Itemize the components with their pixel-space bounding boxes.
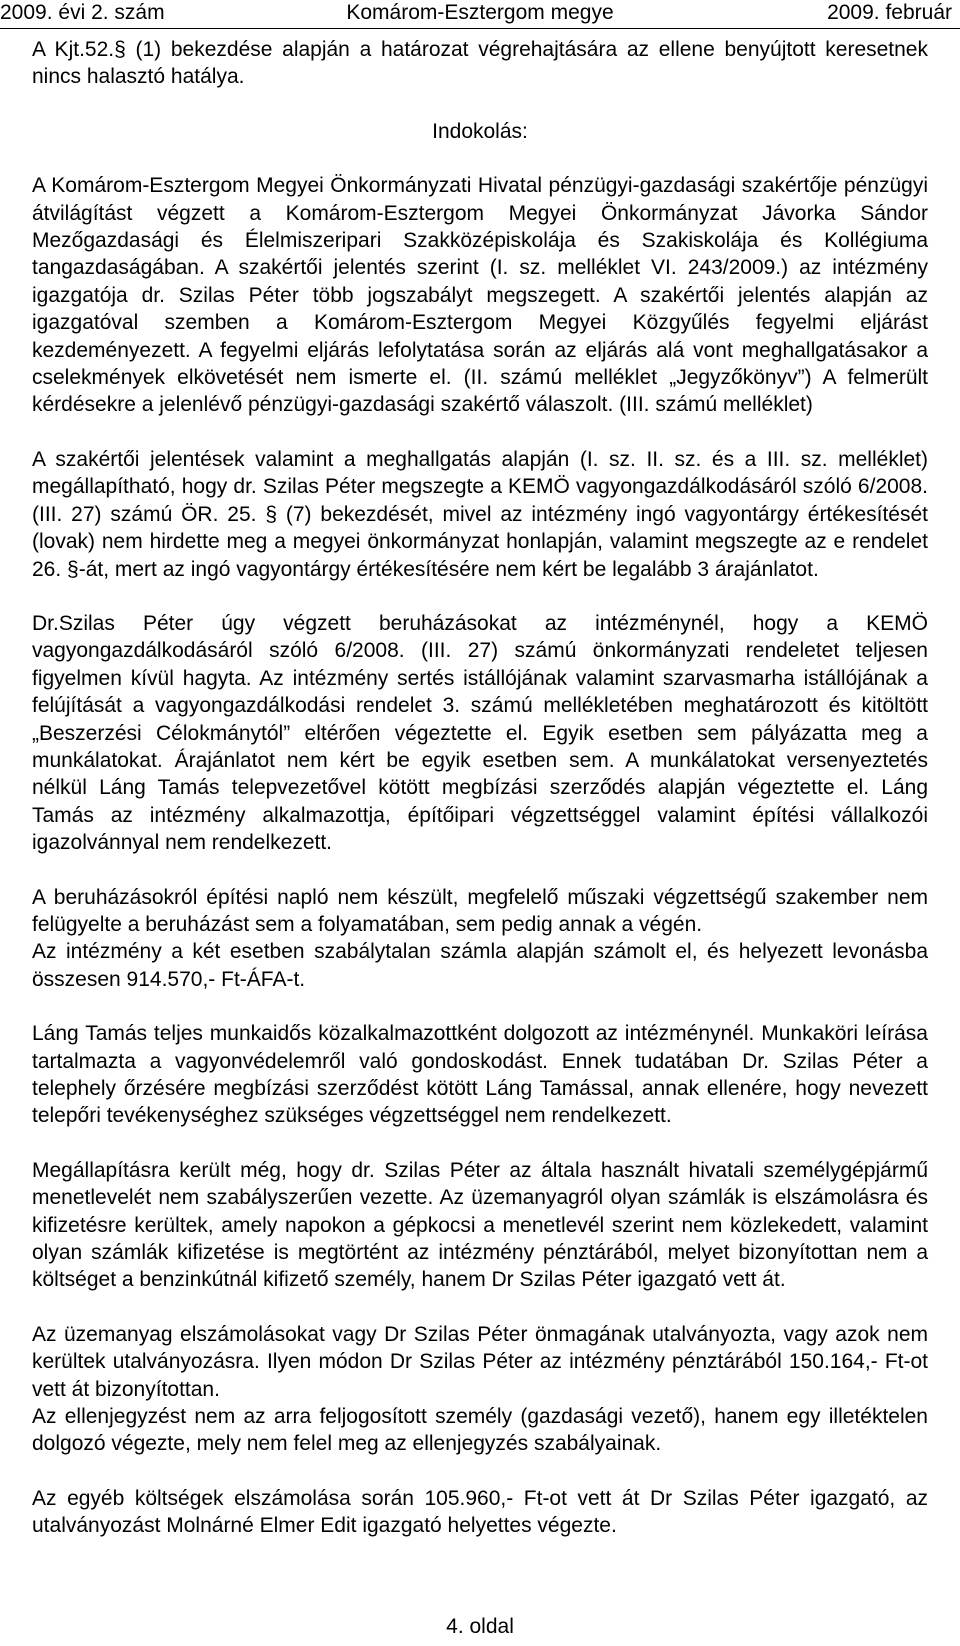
paragraph-audit-summary: A Komárom-Esztergom Megyei Önkormányzati Hivatal pénzügyi-gazdasági szakértője pénzügyi átvilágítást végzett a Komárom-Esztergom Megyei Önkormányzat Jávorka Sándor Mezőgazdasági és Élelmiszeripari Szakközépiskolája és Szakiskolája és Kollégiuma tangazdaságában. A szakértői jelentés szerint (I. sz. melléklet VI. 243/2009.) az intézmény igazgatója dr. Szilas Péter több jogszabályt megszegett. A szakértői jelentés alapján az igazgatóval szemben a Komárom-Esztergom Megyei Közgyűlés fegyelmi eljárást kezdeményezett. A fegyelmi eljárás lefolytatása során az eljárás alá vont meghallgatásakor a cselekmények elkövetését nem ismerte el. (II. számú melléklet „Jegyzőkönyv”) A felmerült kérdésekre a jelenlévő pénzügyi-gazdasági szakértő válaszolt. (III. számú melléklet) [32,174,928,417]
paragraph-construction-log: A beruházásokról építési napló nem készült, megfelelő műszaki végzettségű szakember nem felügyelte a beruházást sem a folyamatában, sem pedig annak a végén. [32,885,928,936]
page-number: 4. oldal [446,1615,514,1638]
header-divider [0,28,960,29]
paragraph-security-contract: Láng Tamás teljes munkaidős közalkalmazottként dolgozott az intézménynél. Munkaköri leírása tartalmazta a vagyonvédelemről való gondoskodást. Ennek tudatában Dr. Szilas Péter a telephely őrzésére megbízási szerződést kötött Láng Tamással, annak ellenére, hogy nevezett telepőri tevékenységhez szükséges végzettséggel nem rendelkezett. [32,1022,928,1128]
page-header [0,0,960,30]
issue-number: 2009. évi 2. szám [0,1,165,24]
county-name: Komárom-Esztergom megye [346,1,614,24]
paragraph-appeal-note: A Kjt.52.§ (1) bekezdése alapján a határozat végrehajtására az ellene benyújtott keresetnek nincs halasztó hatálya. [32,38,928,89]
paragraph-vat-deduction: Az intézmény a két esetben szabálytalan számla alapján számolt el, és helyezett levonásba összesen 914.570,- Ft-ÁFA-t. [32,940,928,991]
paragraph-other-costs: Az egyéb költségek elszámolása során 105.960,- Ft-ot vett át Dr Szilas Péter igazgató, az utalványozást Molnárné Elmer Edit igazgató helyettes végezte. [32,1486,928,1538]
paragraph-countersignature: Az ellenjegyzést nem az arra feljogosított személy (gazdasági vezető), hanem egy illetéktelen dolgozó végezte, mely nem felel meg az ellenjegyzés szabályainak. [32,1405,928,1456]
section-heading-justification: Indokolás: [432,119,528,143]
paragraph-investments: Dr.Szilas Péter úgy végzett beruházásokat az intézménynél, hogy a KEMÖ vagyongazdálkodásáról szóló 6/2008. (III. 27) számú önkormányzati rendeletet teljesen figyelmen kívül hagyta. Az intézmény sertés istállójának valamint szarvasmarha istállójának a felújítását a vagyongazdálkodási rendelet 3. számú mellékletében meghatározott és kitöltött „Beszerzési Célokmánytól” eltérően végeztette el. Egyik esetben sem pályázatta meg a munkálatokat. Árajánlatot nem kért be egyik esetben sem. A munkálatokat versenyeztetés nélkül Láng Tamás telepvezetővel kötött megbízási szerződés alapján végeztette el. Láng Tamás az intézmény alkalmazottja, építőipari végzettséggel valamint építési vállalkozói igazolvánnyal nem rendelkezett. [32,611,928,855]
issue-date: 2009. február [827,1,952,24]
paragraph-vehicle-logbook: Megállapításra került még, hogy dr. Szilas Péter az általa használt hivatali személygépjármű menetlevelét nem szabályszerűen vezette. Az üzemanyagról olyan számlák is elszámolásra és kifizetésre kerültek, amely napokon a gépkocsi a menetlevél szerint nem közlekedett, valamint olyan számlák kifizetése is megtörtént az intézmény pénztárából, melyet bizonyítottan nem a költséget a benzinkútnál kifizető személy, hanem Dr Szilas Péter igazgató vett át. [32,1158,928,1292]
document-body [32,36,928,1540]
paragraph-regulation-breach: A szakértői jelentések valamint a meghallgatás alapján (I. sz. II. sz. és a III. sz. melléklet) megállapítható, hogy dr. Szilas Péter megszegte a KEMÖ vagyongazdálkodásáról szóló 6/2008.(III. 27) számú ÖR. 25. § (7) bekezdését, mivel az intézmény ingó vagyontárgy értékesítését (lovak) nem hirdette meg a megyei önkormányzat honlapján, valamint megszegte az e rendelet 26. §-át, mert az ingó vagyontárgy értékesítésére nem kért be legalább 3 árajánlatot. [32,447,928,581]
paragraph-fuel-settlement: Az üzemanyag elszámolásokat vagy Dr Szilas Péter önmagának utalványozta, vagy azok nem kerültek utalványozásra. Ilyen módon Dr Szilas Péter az intézmény pénztárából 150.164,- Ft-ot vett át bizonyítottan. [32,1322,928,1401]
